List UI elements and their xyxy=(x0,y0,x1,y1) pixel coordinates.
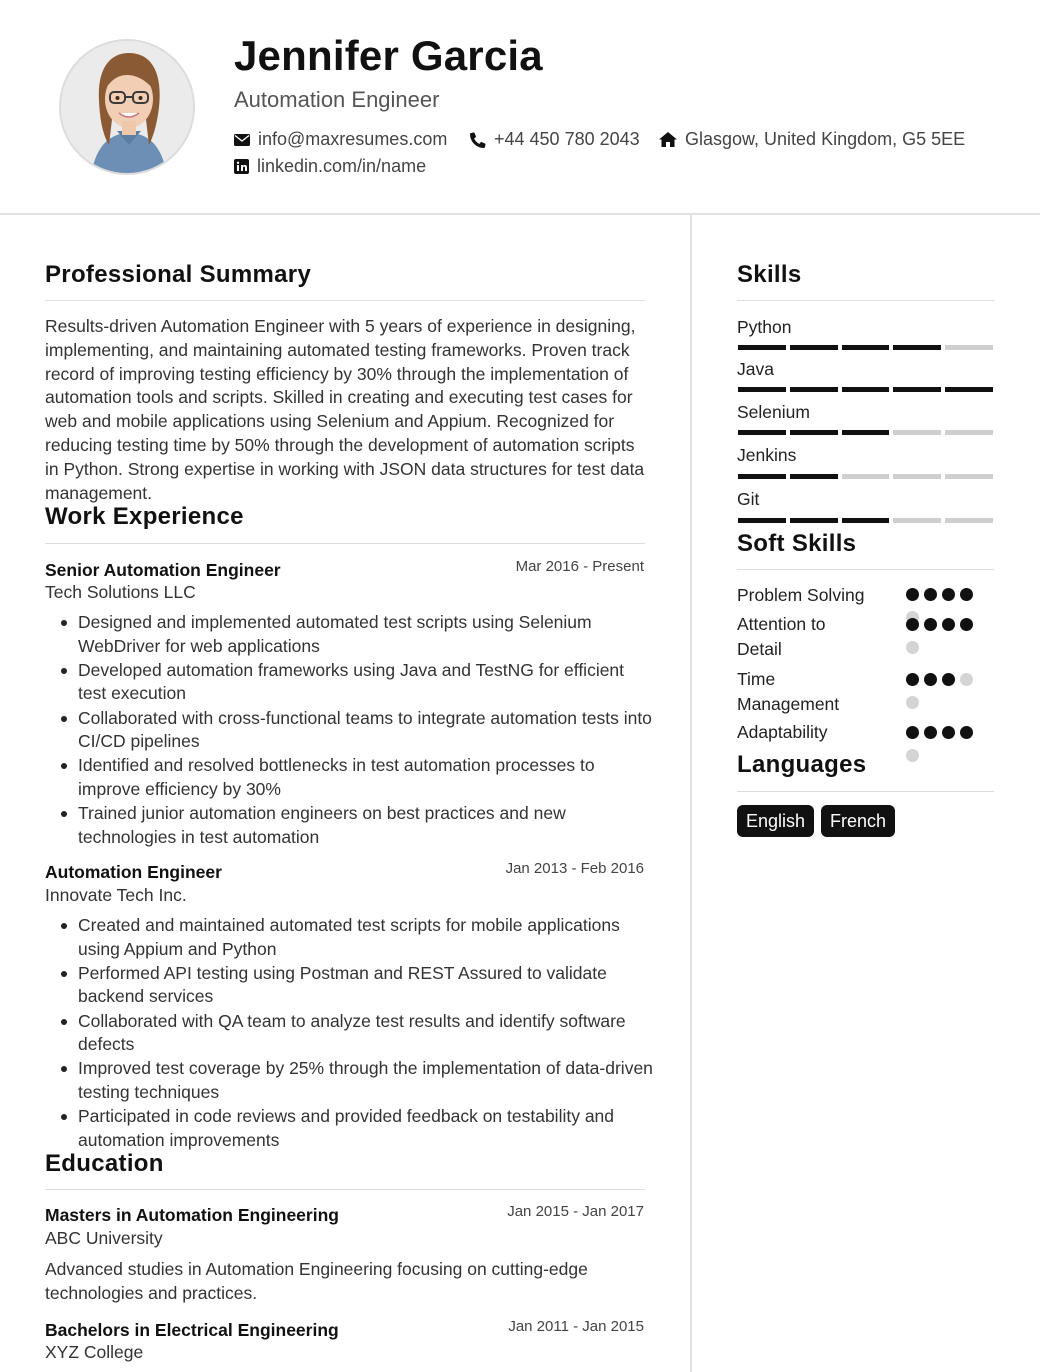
contact-email[interactable] xyxy=(234,129,447,150)
skill-level-bar xyxy=(738,474,993,480)
skill-segment-filled xyxy=(842,387,890,392)
phone-icon xyxy=(470,132,486,148)
contact-location xyxy=(659,129,965,150)
rating-dot-filled xyxy=(960,726,973,739)
rating-dot-filled xyxy=(924,673,937,686)
rating-dot-filled xyxy=(924,588,937,601)
skill-segment-empty xyxy=(842,474,890,479)
job-bullets xyxy=(78,914,653,1153)
skill-segment-empty xyxy=(945,518,993,523)
soft-skill-name: Adaptability xyxy=(737,722,828,742)
job-date: Jan 2013 - Feb 2016 xyxy=(505,860,644,877)
skill-segment-filled xyxy=(790,345,838,350)
list-item: Designed and implemented automated test scripts using Selenium WebDriver for web applications xyxy=(78,611,653,658)
list-item: Identified and resolved bottlenecks in test automation processes to improve efficiency by 30% xyxy=(78,754,653,801)
skill-level-bar xyxy=(738,345,993,351)
rating-dot-filled xyxy=(924,726,937,739)
section-title-skills: Skills xyxy=(737,261,802,288)
skill-level-bar xyxy=(738,430,993,436)
list-item: Improved test coverage by 25% through the implementation of data-driven testing techniques xyxy=(78,1057,653,1104)
skill-segment-filled xyxy=(945,387,993,392)
rating-dot-empty xyxy=(960,673,973,686)
language-badge-french: French xyxy=(821,805,895,837)
skill-segment-filled xyxy=(738,430,786,435)
rating-dot-filled xyxy=(942,673,955,686)
list-item: Collaborated with QA team to analyze test results and identify software defects xyxy=(78,1010,653,1057)
person-avatar-icon xyxy=(61,41,195,175)
skill-segment-filled xyxy=(842,430,890,435)
section-title-experience: Work Experience xyxy=(45,503,244,530)
rating-dot-filled xyxy=(906,673,919,686)
list-item: Trained junior automation engineers on best practices and new technologies in test automation xyxy=(78,802,653,849)
skill-segment-empty xyxy=(945,345,993,350)
soft-skill-name: Time Management xyxy=(737,669,840,714)
skill-segment-filled xyxy=(790,387,838,392)
list-item: Developed automation frameworks using Java and TestNG for efficient test execution xyxy=(78,659,653,706)
list-item: Collaborated with cross-functional teams to integrate automation tests into CI/CD pipelines xyxy=(78,707,653,754)
skill-level-bar xyxy=(738,387,993,393)
rating-dot-filled xyxy=(942,618,955,631)
section-rule xyxy=(45,300,645,301)
list-item: Participated in code reviews and provided feedback on testability and automation improvements xyxy=(78,1105,653,1152)
degree-title: Bachelors in Electrical Engineering xyxy=(45,1320,339,1340)
envelope-icon xyxy=(234,134,250,146)
job-bullets xyxy=(78,611,653,850)
section-rule xyxy=(737,300,994,301)
job-company: Tech Solutions LLC xyxy=(45,582,196,602)
soft-skill-name: Attention to Detail xyxy=(737,614,826,659)
rating-dot-filled xyxy=(960,588,973,601)
section-rule xyxy=(737,791,994,792)
section-rule xyxy=(737,569,994,570)
skill-name: Jenkins xyxy=(737,445,797,465)
skill-segment-filled xyxy=(790,518,838,523)
degree-title: Masters in Automation Engineering xyxy=(45,1205,339,1225)
job-company: Innovate Tech Inc. xyxy=(45,885,187,905)
skill-segment-empty xyxy=(893,474,941,479)
rating-dot-filled xyxy=(906,588,919,601)
education-date: Jan 2015 - Jan 2017 xyxy=(507,1203,644,1220)
profile-photo xyxy=(59,39,195,175)
rating-dot-empty xyxy=(906,696,919,709)
skill-name: Git xyxy=(737,489,760,509)
skill-segment-filled xyxy=(842,518,890,523)
skill-name: Selenium xyxy=(737,402,810,422)
skill-segment-filled xyxy=(738,345,786,350)
home-icon xyxy=(659,132,677,147)
school-name: ABC University xyxy=(45,1228,163,1248)
skill-segment-empty xyxy=(945,474,993,479)
job-date: Mar 2016 - Present xyxy=(515,558,644,575)
section-title-soft-skills: Soft Skills xyxy=(737,530,857,557)
skill-segment-filled xyxy=(842,345,890,350)
phone-text: +44 450 780 2043 xyxy=(494,129,640,149)
list-item: Created and maintained automated test scripts for mobile applications using Appium and Python xyxy=(78,914,653,961)
contact-phone[interactable] xyxy=(470,129,640,150)
education-date: Jan 2011 - Jan 2015 xyxy=(508,1318,644,1335)
list-item: Performed API testing using Postman and REST Assured to validate backend services xyxy=(78,962,653,1009)
section-title-education: Education xyxy=(45,1150,164,1177)
rating-dot-filled xyxy=(942,726,955,739)
candidate-role: Automation Engineer xyxy=(234,87,440,112)
job-title: Automation Engineer xyxy=(45,862,222,882)
skill-segment-empty xyxy=(945,430,993,435)
rating-dot-empty xyxy=(906,641,919,654)
school-name: XYZ College xyxy=(45,1342,144,1362)
skill-segment-empty xyxy=(893,518,941,523)
skill-segment-filled xyxy=(893,387,941,392)
section-title-languages: Languages xyxy=(737,751,867,778)
skill-segment-filled xyxy=(738,474,786,479)
skill-segment-filled xyxy=(790,430,838,435)
rating-dot-filled xyxy=(906,618,919,631)
skill-segment-filled xyxy=(790,474,838,479)
soft-skill-name: Problem Solving xyxy=(737,585,865,605)
education-description: Advanced studies in Automation Engineering focusing on cutting-edge technologies and practices. xyxy=(45,1259,588,1303)
skill-segment-filled xyxy=(738,387,786,392)
location-text: Glasgow, United Kingdom, G5 5EE xyxy=(685,129,966,149)
resume-header xyxy=(0,0,1040,215)
language-badge-english: English xyxy=(737,805,814,837)
email-text: info@maxresumes.com xyxy=(258,129,448,149)
rating-dot-filled xyxy=(960,618,973,631)
rating-dot-filled xyxy=(906,726,919,739)
skill-level-bar xyxy=(738,518,993,524)
linkedin-icon xyxy=(234,159,249,174)
section-title-summary: Professional Summary xyxy=(45,261,312,288)
skill-name: Python xyxy=(737,317,792,337)
skill-segment-filled xyxy=(738,518,786,523)
summary-text: Results-driven Automation Engineer with 5 years of experience in designing, implementing, and maintaining automated testing frameworks. Proven track record of improving testing efficiency by 30% through the implementation of automation tools and scripts. Skilled in creating and executing test cases for web and mobile applications using Selenium and Appium. Recognized for reducing testing time by 50% through the development of automation scripts in Python. Strong expertise in working with JSON data structures for test data management. xyxy=(45,316,645,503)
section-rule xyxy=(45,1189,645,1190)
rating-dot-empty xyxy=(906,749,919,762)
section-rule xyxy=(45,543,645,544)
linkedin-text: linkedin.com/in/name xyxy=(257,156,427,176)
job-title: Senior Automation Engineer xyxy=(45,560,281,580)
candidate-name: Jennifer Garcia xyxy=(234,32,543,79)
column-divider xyxy=(690,215,692,1372)
rating-dot-filled xyxy=(924,618,937,631)
skill-segment-filled xyxy=(893,345,941,350)
rating-dot-filled xyxy=(942,588,955,601)
skill-segment-empty xyxy=(893,430,941,435)
contact-linkedin[interactable] xyxy=(234,156,426,177)
skill-name: Java xyxy=(737,359,774,379)
